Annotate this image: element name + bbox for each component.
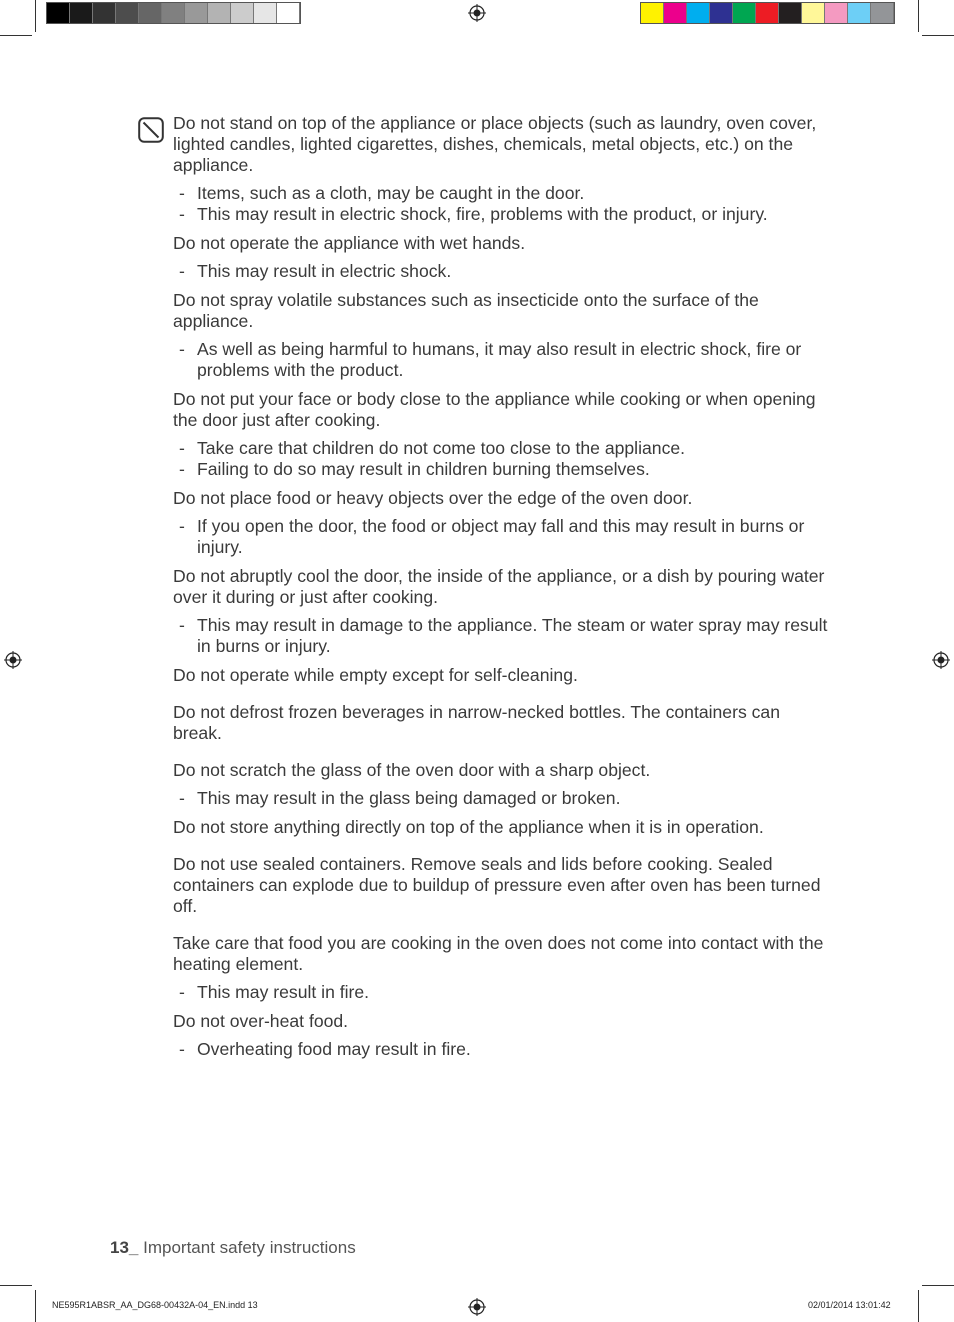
crop-mark xyxy=(918,1290,919,1322)
crop-mark xyxy=(922,1285,954,1286)
color-swatch xyxy=(277,3,300,23)
safety-item xyxy=(173,389,833,480)
crop-mark xyxy=(918,0,919,32)
color-swatch xyxy=(802,3,825,23)
color-swatch xyxy=(825,3,848,23)
safety-sub-point: - Failing to do so may result in children burning themselves. xyxy=(173,459,833,480)
safety-sub-point: - This may result in the glass being damaged or broken. xyxy=(173,788,833,809)
color-swatch xyxy=(779,3,802,23)
color-swatch xyxy=(848,3,871,23)
safety-item xyxy=(173,854,833,917)
safety-warning: Do not store anything directly on top of the appliance when it is in operation. xyxy=(173,817,764,837)
safety-warning: Do not operate the appliance with wet hands. xyxy=(173,233,526,253)
page-footer xyxy=(110,1238,356,1258)
color-swatch xyxy=(185,3,208,23)
grayscale-color-bar xyxy=(46,2,301,24)
safety-item xyxy=(173,113,833,225)
color-swatch xyxy=(231,3,254,23)
safety-warning: Do not operate while empty except for self-cleaning. xyxy=(173,665,578,685)
safety-sub-point: - Items, such as a cloth, may be caught in the door. xyxy=(173,183,833,204)
safety-warning: Do not over-heat food. xyxy=(173,1011,349,1031)
registration-mark-icon xyxy=(468,4,486,22)
color-swatch xyxy=(139,3,162,23)
safety-sub-point: - This may result in electric shock, fire, problems with the product, or injury. xyxy=(173,204,833,225)
safety-warning: Do not use sealed containers. Remove seals and lids before cooking. Sealed containers can explode due to buildup of pressure even after oven has been turned off. xyxy=(173,854,821,916)
safety-warning: Do not put your face or body close to the appliance while cooking or when opening the door just after cooking. xyxy=(173,389,816,430)
registration-mark-icon xyxy=(932,651,950,669)
color-swatch xyxy=(710,3,733,23)
safety-warning: Do not stand on top of the appliance or place objects (such as laundry, oven cover, lighted candles, lighted cigarettes, dishes, chemicals, metal objects, etc.) on the appliance. xyxy=(173,113,817,175)
registration-mark-icon xyxy=(4,651,22,669)
safety-item xyxy=(173,702,833,744)
safety-sub-point: - This may result in damage to the appliance. The steam or water spray may result in burns or injury. xyxy=(173,615,833,657)
safety-instructions-list xyxy=(173,113,833,1068)
safety-warning: Do not place food or heavy objects over the edge of the oven door. xyxy=(173,488,693,508)
color-swatch xyxy=(116,3,139,23)
safety-item xyxy=(173,488,833,558)
color-swatch xyxy=(756,3,779,23)
process-color-bar xyxy=(640,2,895,24)
color-swatch xyxy=(641,3,664,23)
safety-item xyxy=(173,760,833,809)
safety-item xyxy=(173,1011,833,1060)
no-symbol-icon xyxy=(138,117,164,143)
safety-warning: Do not scratch the glass of the oven door with a sharp object. xyxy=(173,760,651,780)
color-swatch xyxy=(70,3,93,23)
safety-item xyxy=(173,566,833,657)
crop-mark xyxy=(35,1290,36,1322)
safety-sub-point: - Take care that children do not come too close to the appliance. xyxy=(173,438,833,459)
color-swatch xyxy=(664,3,687,23)
page-number: 13_ xyxy=(110,1238,139,1257)
footer-title: Important safety instructions xyxy=(143,1238,356,1257)
color-swatch xyxy=(162,3,185,23)
color-swatch xyxy=(93,3,116,23)
safety-warning: Do not abruptly cool the door, the inside of the appliance, or a dish by pouring water over it during or just after cooking. xyxy=(173,566,825,607)
color-swatch xyxy=(871,3,894,23)
safety-sub-point: - This may result in fire. xyxy=(173,982,833,1003)
safety-sub-point: - As well as being harmful to humans, it may also result in electric shock, fire or problems with the product. xyxy=(173,339,833,381)
crop-mark xyxy=(0,35,32,36)
safety-item xyxy=(173,233,833,282)
safety-warning: Take care that food you are cooking in the oven does not come into contact with the heating element. xyxy=(173,933,824,974)
crop-mark xyxy=(35,0,36,32)
print-timestamp: 02/01/2014 13:01:42 xyxy=(808,1300,891,1310)
safety-warning: Do not spray volatile substances such as insecticide onto the surface of the appliance. xyxy=(173,290,759,331)
color-swatch xyxy=(254,3,277,23)
crop-mark xyxy=(922,35,954,36)
safety-warning: Do not defrost frozen beverages in narrow-necked bottles. The containers can break. xyxy=(173,702,781,743)
color-swatch xyxy=(208,3,231,23)
color-swatch xyxy=(47,3,70,23)
safety-item xyxy=(173,817,833,838)
color-swatch xyxy=(733,3,756,23)
registration-mark-icon xyxy=(468,1298,486,1316)
file-slug: NE595R1ABSR_AA_DG68-00432A-04_EN.indd 13 xyxy=(52,1300,258,1310)
safety-sub-point: - If you open the door, the food or object may fall and this may result in burns or injury. xyxy=(173,516,833,558)
safety-item xyxy=(173,665,833,686)
color-swatch xyxy=(687,3,710,23)
safety-item xyxy=(173,290,833,381)
safety-sub-point: - This may result in electric shock. xyxy=(173,261,833,282)
crop-mark xyxy=(0,1285,32,1286)
safety-item xyxy=(173,933,833,1003)
safety-sub-point: - Overheating food may result in fire. xyxy=(173,1039,833,1060)
